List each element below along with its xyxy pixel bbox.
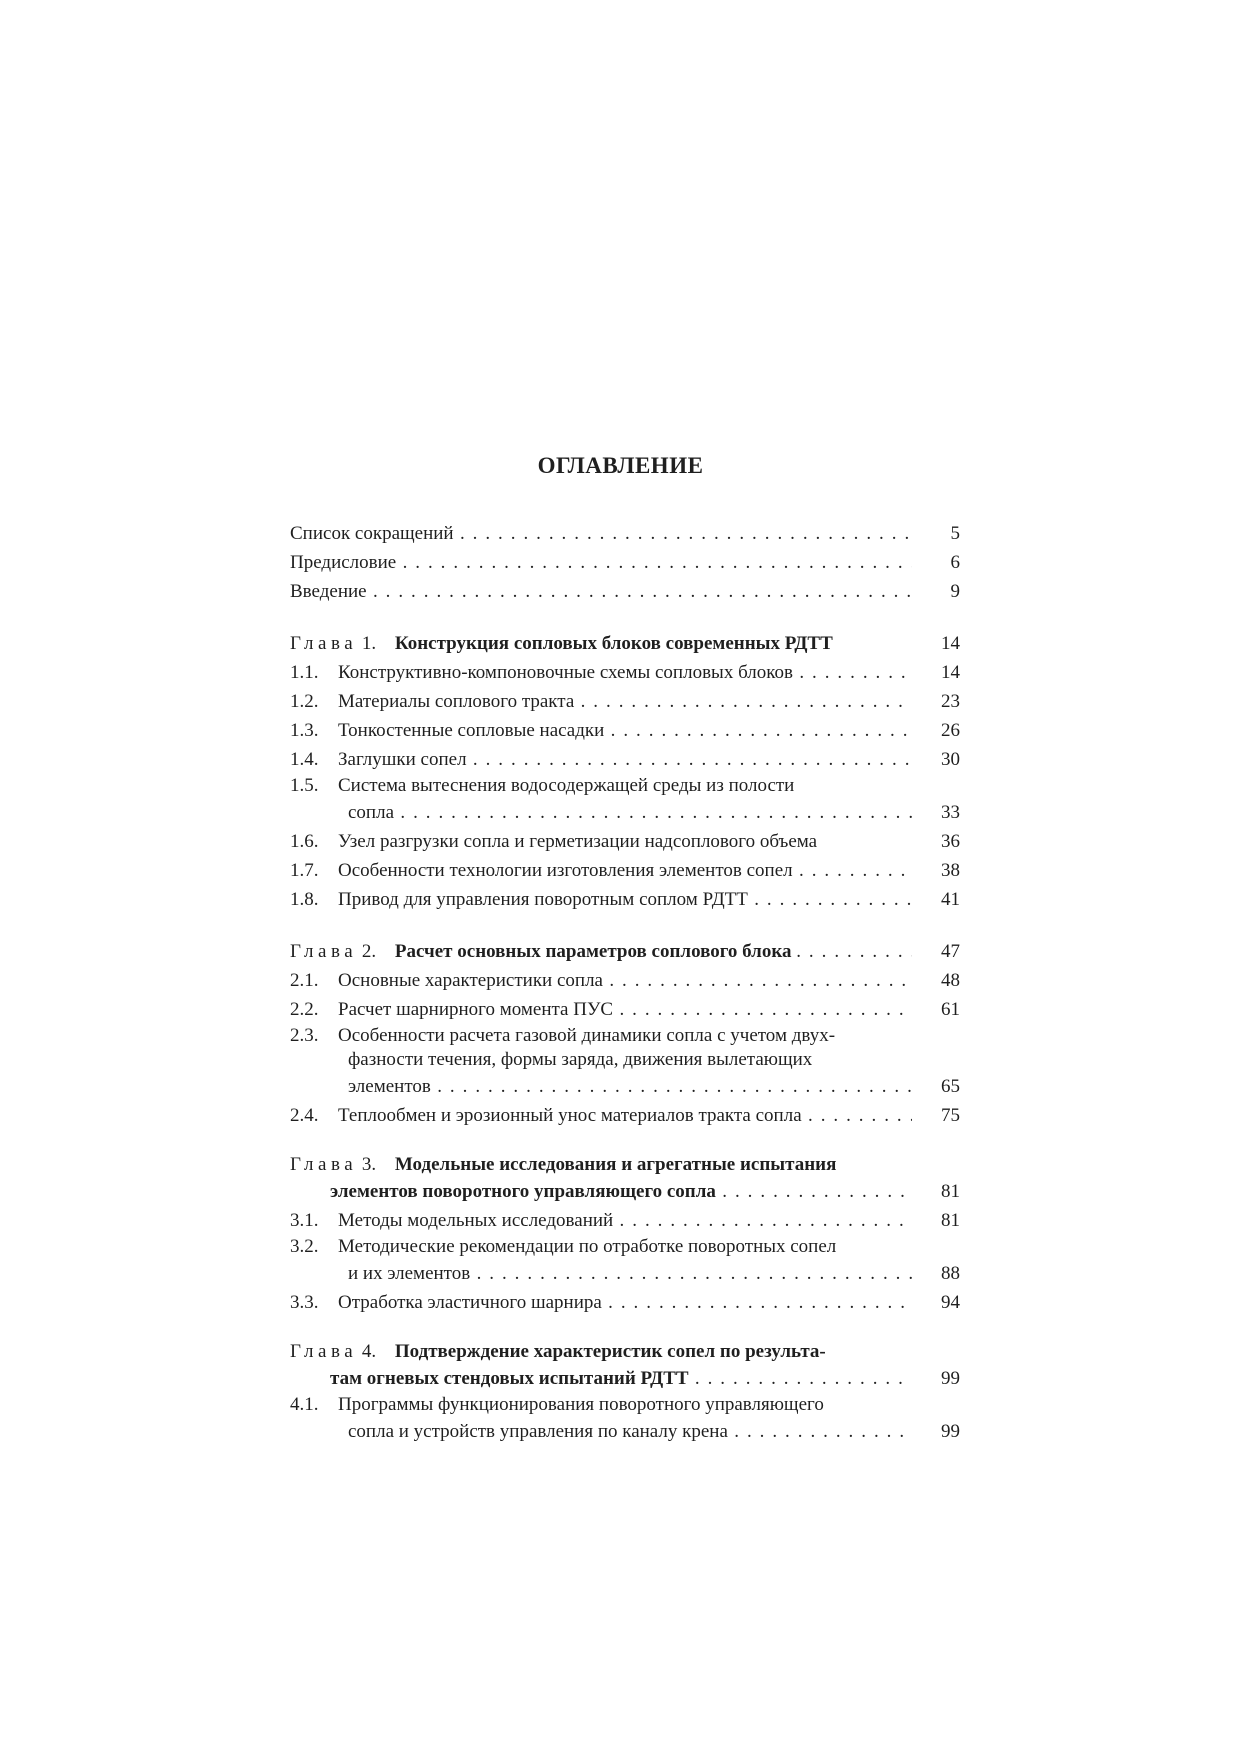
toc-entry[interactable]: [290, 548, 960, 577]
chapter-title-continued: там огневых стендовых испытаний РДТТ: [330, 1368, 689, 1389]
section-number: 1.8.: [290, 889, 319, 910]
section-title-continued: фазности течения, формы заряда, движения вылетающих: [348, 1049, 813, 1070]
section-title: Особенности расчета газовой динамики сопла с учетом двух-: [338, 1025, 836, 1046]
section-number: 2.2.: [290, 999, 319, 1020]
chapter-title: Расчет основных параметров соплового блока: [394, 941, 792, 962]
chapter-word: Глава: [290, 941, 358, 962]
toc-page-number: 38: [941, 860, 960, 881]
chapter-heading[interactable]: [290, 1153, 960, 1177]
section-title-continued: и их элементов . . .: [290, 1259, 912, 1288]
section-title: Привод для управления поворотным соплом РДТТ: [338, 889, 748, 910]
toc-section-continuation[interactable]: [290, 798, 960, 827]
section-number: 2.1.: [290, 970, 319, 991]
toc-entry[interactable]: [290, 577, 960, 606]
section-number: 4.1.: [290, 1394, 319, 1415]
toc-section[interactable]: [290, 885, 960, 914]
section-title: Методические рекомендации по отработке поворотных сопел: [338, 1236, 837, 1257]
section-number: 1.7.: [290, 860, 319, 881]
page-title: ОГЛАВЛЕНИЕ: [537, 453, 704, 478]
toc-page-number: 41: [941, 889, 960, 910]
toc-section[interactable]: [290, 995, 960, 1024]
chapter-heading-continuation[interactable]: [290, 1177, 960, 1206]
chapter-title: Модельные исследования и агрегатные испытания: [394, 1154, 837, 1175]
chapter-heading[interactable]: [290, 629, 960, 658]
toc-section-continuation[interactable]: [290, 1048, 960, 1072]
toc-page-number: 26: [941, 720, 960, 741]
toc-page-number: 48: [941, 970, 960, 991]
section-number: 1.4.: [290, 749, 319, 770]
toc-page-number: 65: [941, 1076, 960, 1097]
toc-entry[interactable]: [290, 519, 960, 548]
toc-section[interactable]: [290, 856, 960, 885]
toc-section[interactable]: [290, 687, 960, 716]
toc-entry-label: Введение . . .: [290, 577, 912, 606]
section-title: Методы модельных исследований: [338, 1210, 614, 1231]
section-title: Особенности технологии изготовления элементов сопел: [338, 860, 793, 881]
toc-section[interactable]: [290, 1288, 960, 1317]
toc-page-number: 47: [941, 941, 960, 962]
section-number: 1.6.: [290, 831, 319, 852]
toc-page-number: 6: [950, 552, 960, 573]
toc-page-number: 9: [950, 581, 960, 602]
table-of-contents: [290, 519, 960, 1446]
toc-section[interactable]: [290, 1206, 960, 1235]
toc-page-number: 23: [941, 691, 960, 712]
chapter-heading-continuation[interactable]: [290, 1364, 960, 1393]
section-title: Материалы соплового тракта: [338, 691, 575, 712]
toc-section[interactable]: [290, 827, 960, 856]
toc-entry-label: Предисловие . . .: [290, 548, 912, 577]
section-number: 2.3.: [290, 1025, 319, 1046]
section-title: Система вытеснения водосодержащей среды из полости: [338, 775, 795, 796]
toc-section[interactable]: [290, 1393, 960, 1417]
chapter-number: 4.: [361, 1341, 377, 1362]
toc-section-continuation[interactable]: [290, 1072, 960, 1101]
section-number: 3.3.: [290, 1292, 319, 1313]
section-number: 1.3.: [290, 720, 319, 741]
toc-page-number: 94: [941, 1292, 960, 1313]
toc-page-number: 61: [941, 999, 960, 1020]
toc-page-number: 75: [941, 1105, 960, 1126]
toc-section[interactable]: [290, 774, 960, 798]
toc-page-number: 88: [941, 1263, 960, 1284]
chapter-number: 3.: [361, 1154, 377, 1175]
section-number: 3.2.: [290, 1236, 319, 1257]
toc-entry-label: Список сокращений . . .: [290, 519, 912, 548]
toc-page-number: 99: [941, 1368, 960, 1389]
chapter-heading[interactable]: [290, 937, 960, 966]
section-number: 2.4.: [290, 1105, 319, 1126]
section-number: 3.1.: [290, 1210, 319, 1231]
toc-section[interactable]: [290, 745, 960, 774]
section-title: Программы функционирования поворотного управляющего: [338, 1394, 824, 1415]
toc-page-number: 81: [941, 1181, 960, 1202]
toc-page-number: 14: [941, 662, 960, 683]
toc-page-number: 81: [941, 1210, 960, 1231]
section-title: Тонкостенные сопловые насадки: [338, 720, 605, 741]
toc-section[interactable]: [290, 1101, 960, 1130]
toc-section-continuation[interactable]: [290, 1259, 960, 1288]
section-title-continued: элементов . . .: [290, 1072, 912, 1101]
toc-page-number: 14: [941, 633, 960, 654]
section-title-continued: сопла . . .: [290, 798, 912, 827]
chapter-number: 1.: [361, 633, 377, 654]
section-title-continued: сопла и устройств управления по каналу крена . . .: [290, 1417, 912, 1446]
chapter-number: 2.: [361, 941, 377, 962]
toc-section[interactable]: [290, 716, 960, 745]
section-title: Расчет шарнирного момента ПУС: [338, 999, 614, 1020]
section-number: 1.1.: [290, 662, 319, 683]
section-title: Отработка эластичного шарнира: [338, 1292, 602, 1313]
section-number: 1.5.: [290, 775, 319, 796]
chapter-word: Глава: [290, 633, 358, 654]
chapter-heading[interactable]: [290, 1340, 960, 1364]
section-title: Теплообмен и эрозионный унос материалов тракта сопла: [338, 1105, 802, 1126]
section-title: Заглушки сопел: [338, 749, 467, 770]
section-title: Узел разгрузки сопла и герметизации надсоплового объема: [338, 831, 818, 852]
chapter-title-continued: элементов поворотного управляющего сопла: [330, 1181, 716, 1202]
toc-section-continuation[interactable]: [290, 1417, 960, 1446]
chapter-word: Глава: [290, 1154, 358, 1175]
chapter-title: Подтверждение характеристик сопел по результа-: [394, 1341, 826, 1362]
chapter-title: Конструкция сопловых блоков современных РДТТ: [394, 633, 833, 654]
chapter-word: Глава: [290, 1341, 358, 1362]
toc-page-number: 5: [950, 523, 960, 544]
toc-section[interactable]: [290, 658, 960, 687]
toc-section[interactable]: [290, 1024, 960, 1048]
section-title: Основные характеристики сопла: [338, 970, 603, 991]
toc-page-number: 99: [941, 1421, 960, 1442]
toc-page-number: 33: [941, 802, 960, 823]
toc-section[interactable]: [290, 966, 960, 995]
toc-page-number: 30: [941, 749, 960, 770]
section-title: Конструктивно-компоновочные схемы сопловых блоков: [338, 662, 793, 683]
toc-page-number: 36: [941, 831, 960, 852]
section-number: 1.2.: [290, 691, 319, 712]
toc-section[interactable]: [290, 1235, 960, 1259]
